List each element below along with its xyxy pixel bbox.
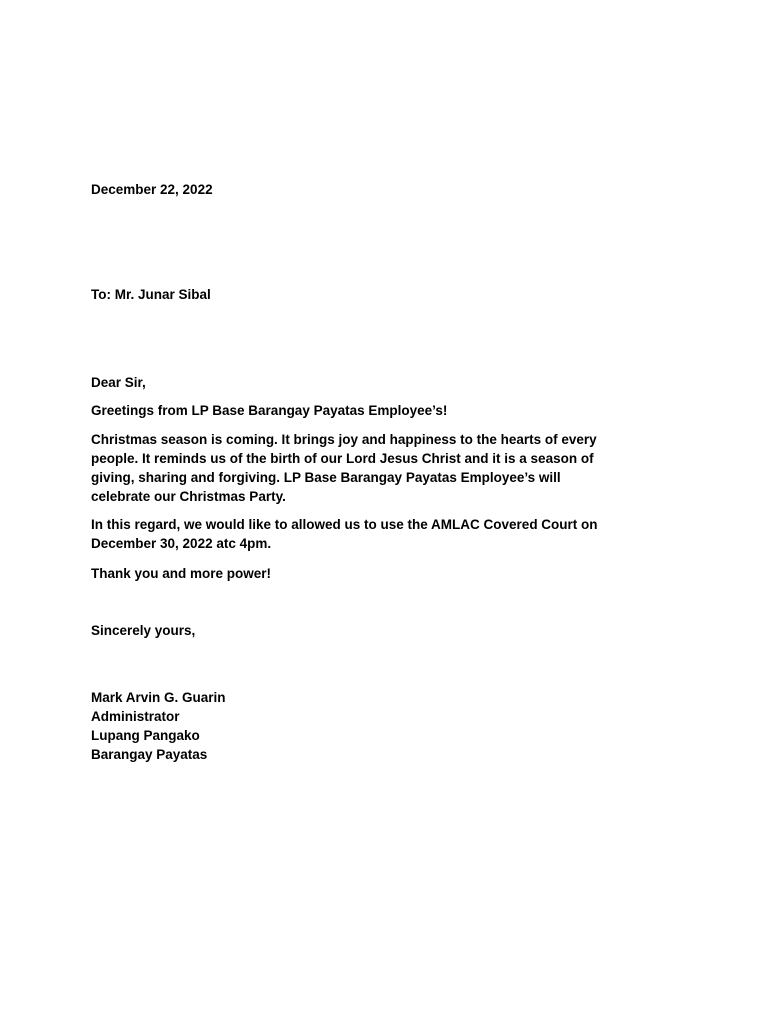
letter-thanks: Thank you and more power! [91,566,272,581]
signature-name: Mark Arvin G. Guarin [91,690,226,705]
paragraph-2-line: In this regard, we would like to allowed us to use the AMLAC Covered Court on [91,517,598,532]
letter-body-paragraph-2 [91,515,671,553]
paragraph-1-line: Christmas season is coming. It brings joy and happiness to the hearts of every [91,432,597,447]
paragraph-1-line: giving, sharing and forgiving. LP Base Barangay Payatas Employee’s will [91,470,561,485]
paragraph-1-line: people. It reminds us of the birth of our Lord Jesus Christ and it is a season of [91,451,594,466]
signature-title: Administrator [91,709,180,724]
letter-body-paragraph-1 [91,430,671,506]
letter-closing: Sincerely yours, [91,623,196,638]
letter-salutation: Dear Sir, [91,375,146,390]
paragraph-1-line: celebrate our Christmas Party. [91,489,286,504]
paragraph-2-line: December 30, 2022 atc 4pm. [91,536,272,551]
letter-date: December 22, 2022 [91,182,213,197]
signature-org: Lupang Pangako [91,728,200,743]
signature-location: Barangay Payatas [91,747,208,762]
signature-block [91,688,671,764]
letter-recipient: To: Mr. Junar Sibal [91,287,211,302]
letter-greeting: Greetings from LP Base Barangay Payatas Employee’s! [91,403,448,418]
